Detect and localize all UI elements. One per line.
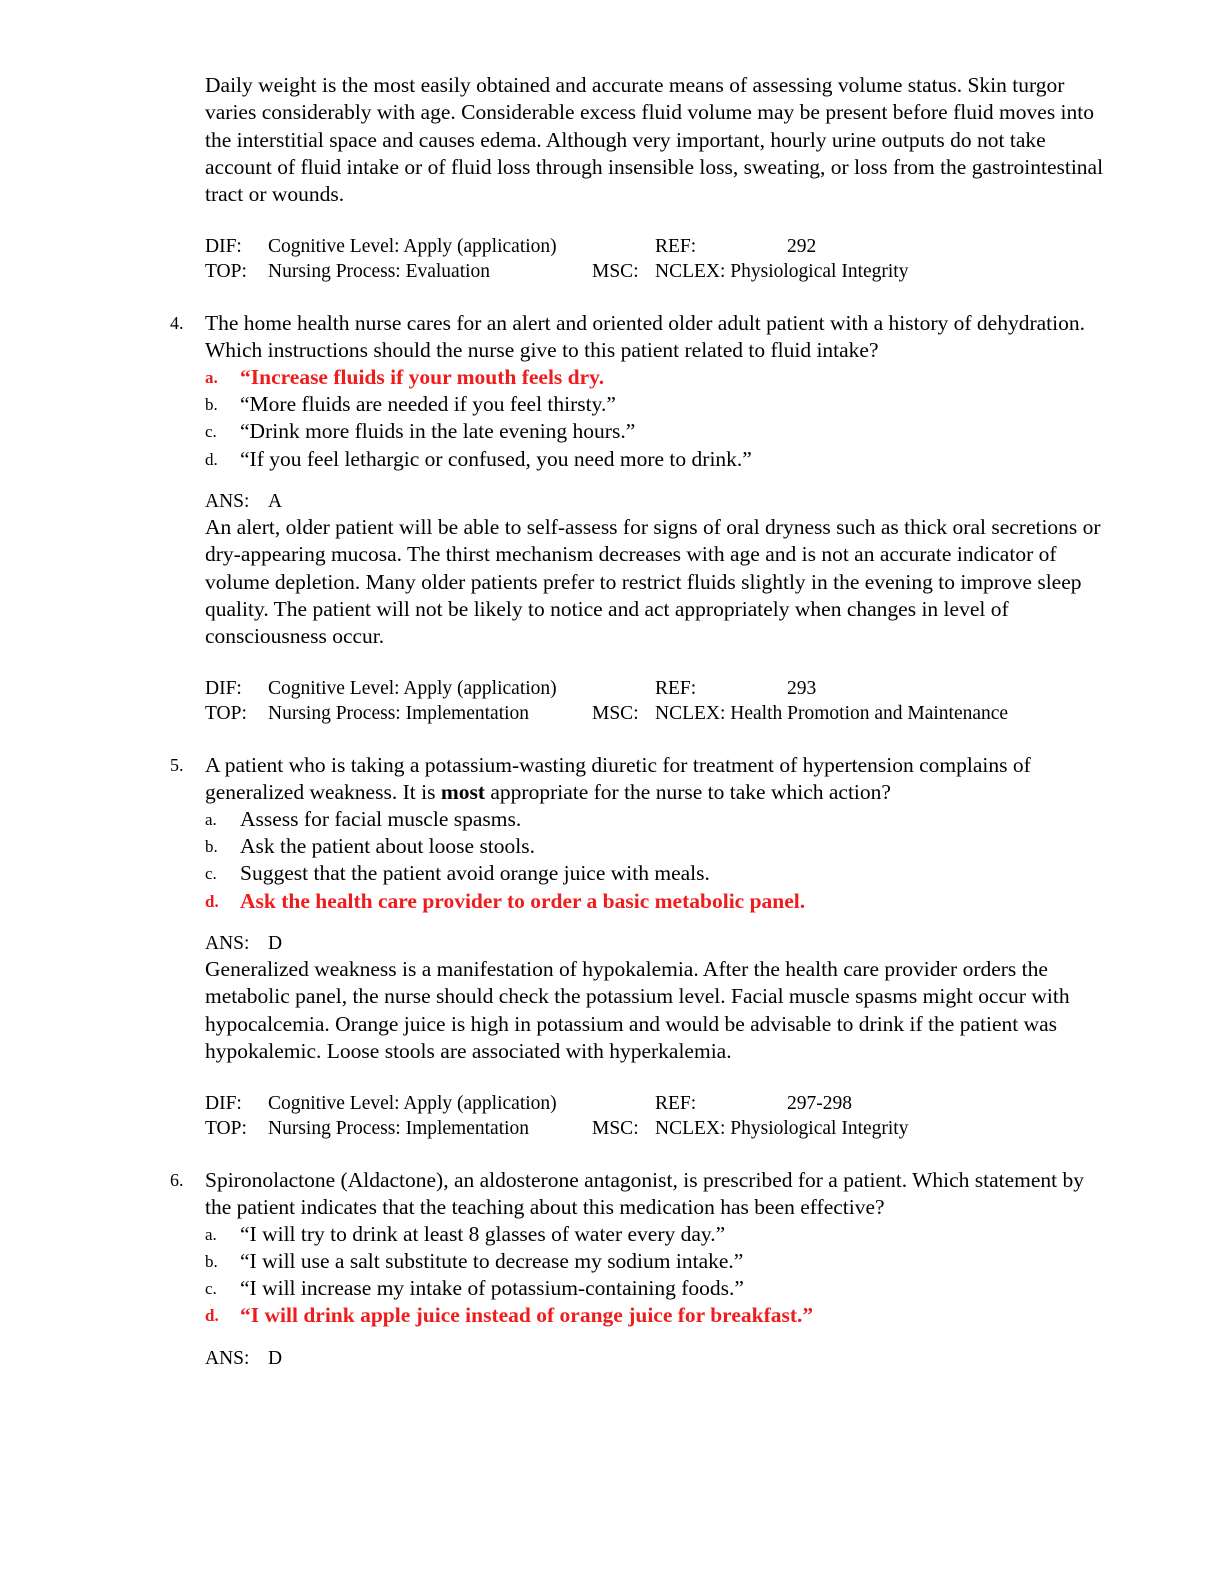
q6-stem: Spironolactone (Aldactone), an aldosterone antagonist, is prescribed for a patient. Which statement by the patient indicates that the teaching about this medication has been effective?	[205, 1168, 1085, 1220]
q4-ref-value: 293	[787, 678, 817, 699]
q6-option-d-text: “I will drink apple juice instead of orange juice for breakfast.”	[240, 1303, 814, 1327]
q5-rationale: Generalized weakness is a manifestation of hypokalemia. After the health care provider orders the metabolic panel, the nurse should check the potassium level. Facial muscle spasms might occur with hypocalcemia. Orange juice is high in potassium and would be advisable to drink if the patient was hypokalemic. Loose stools are associated with hyperkalemia.	[205, 957, 1070, 1063]
q4-ans-value: A	[268, 491, 283, 512]
q3-dif-value: Cognitive Level: Apply (application)	[268, 236, 557, 257]
q6-option-b-text: “I will use a salt substitute to decrease my sodium intake.”	[240, 1249, 744, 1273]
q3-msc-value: NCLEX: Physiological Integrity	[655, 261, 909, 282]
q4-number: 4.	[170, 313, 184, 333]
q3-rationale: Daily weight is the most easily obtained and accurate means of assessing volume status. Skin turgor varies considerably with age. Considerable excess fluid volume may be present before fluid moves into the interstitial space and causes edema. Although very important, hourly urine outputs do not take account of fluid intake or of fluid loss through insensible loss, sweating, or loss from the gastrointestinal tract or wounds.	[205, 73, 1104, 207]
q6-option-a-text: “I will try to drink at least 8 glasses of water every day.”	[240, 1222, 726, 1246]
q5-stem	[205, 752, 1110, 807]
q5-top-value: Nursing Process: Implementation	[268, 1118, 530, 1139]
q4-stem: The home health nurse cares for an alert and oriented older adult patient with a history of dehydration. Which instructions should the nurse give to this patient related to fluid intake?	[205, 311, 1085, 363]
q5-option-a-text: Assess for facial muscle spasms.	[240, 807, 522, 831]
q4-dif-label: DIF:	[205, 678, 242, 699]
q6-option-b-letter: b.	[205, 1252, 218, 1271]
q4-option-a-letter: a.	[205, 368, 218, 387]
q4-option-d-text: “If you feel lethargic or confused, you need more to drink.”	[240, 447, 752, 471]
q3-msc-label: MSC:	[592, 261, 639, 282]
q6-option-d-letter: d.	[205, 1306, 219, 1325]
q5-option-c-text: Suggest that the patient avoid orange juice with meals.	[240, 861, 710, 885]
q5-stem-emphasis: most	[440, 780, 485, 805]
q4-msc-value: NCLEX: Health Promotion and Maintenance	[655, 703, 1009, 724]
q5-option-d-text: Ask the health care provider to order a basic metabolic panel.	[240, 889, 806, 913]
q4-ans-label: ANS:	[205, 491, 250, 512]
q6-number: 6.	[170, 1170, 184, 1190]
q5-msc-label: MSC:	[592, 1118, 639, 1139]
q4-dif-value: Cognitive Level: Apply (application)	[268, 678, 557, 699]
q4-msc-label: MSC:	[592, 703, 639, 724]
q5-option-c-letter: c.	[205, 864, 217, 883]
q5-option-a-letter: a.	[205, 810, 217, 829]
q5-option-d-letter: d.	[205, 892, 219, 911]
q4-ref-label: REF:	[655, 678, 697, 699]
q5-ref-value: 297-298	[787, 1093, 852, 1114]
q5-top-label: TOP:	[205, 1118, 247, 1139]
q4-option-d-letter: d.	[205, 450, 218, 469]
q4-option-a-text: “Increase fluids if your mouth feels dry.	[240, 365, 605, 389]
q4-option-b-text: “More fluids are needed if you feel thirsty.”	[240, 392, 616, 416]
q5-number: 5.	[170, 755, 184, 775]
q5-option-b-letter: b.	[205, 837, 218, 856]
q5-ref-label: REF:	[655, 1093, 697, 1114]
q5-msc-value: NCLEX: Physiological Integrity	[655, 1118, 909, 1139]
q5-dif-label: DIF:	[205, 1093, 242, 1114]
q4-top-value: Nursing Process: Implementation	[268, 703, 530, 724]
q6-option-c-letter: c.	[205, 1279, 217, 1298]
q6-ans-value: D	[268, 1348, 283, 1369]
q4-option-c-letter: c.	[205, 422, 217, 441]
q6-option-c-text: “I will increase my intake of potassium-containing foods.”	[240, 1276, 744, 1300]
q5-stem-part1: A patient who is taking a potassium-wasting diuretic for treatment of hypertension complains of generalized weakness. It is	[205, 753, 1031, 805]
q4-option-c-text: “Drink more fluids in the late evening hours.”	[240, 419, 636, 443]
q6-option-a-letter: a.	[205, 1225, 217, 1244]
q3-top-value: Nursing Process: Evaluation	[268, 261, 491, 282]
q5-ans-label: ANS:	[205, 933, 250, 954]
q3-top-label: TOP:	[205, 261, 247, 282]
q5-dif-value: Cognitive Level: Apply (application)	[268, 1093, 557, 1114]
q4-top-label: TOP:	[205, 703, 247, 724]
q3-dif-label: DIF:	[205, 236, 242, 257]
q3-ref-value: 292	[787, 236, 817, 257]
q3-ref-label: REF:	[655, 236, 697, 257]
q4-rationale: An alert, older patient will be able to self-assess for signs of oral dryness such as thick oral secretions or dry-appearing mucosa. The thirst mechanism decreases with age and is not an accurate indicator of volume depletion. Many older patients prefer to restrict fluids slightly in the evening to improve sleep quality. The patient will not be likely to notice and act appropriately when changes in level of consciousness occur.	[205, 515, 1101, 649]
q4-option-b-letter: b.	[205, 395, 218, 414]
q5-option-b-text: Ask the patient about loose stools.	[240, 834, 535, 858]
q5-ans-value: D	[268, 933, 283, 954]
q6-ans-label: ANS:	[205, 1348, 250, 1369]
q5-stem-part2: appropriate for the nurse to take which action?	[485, 780, 891, 805]
